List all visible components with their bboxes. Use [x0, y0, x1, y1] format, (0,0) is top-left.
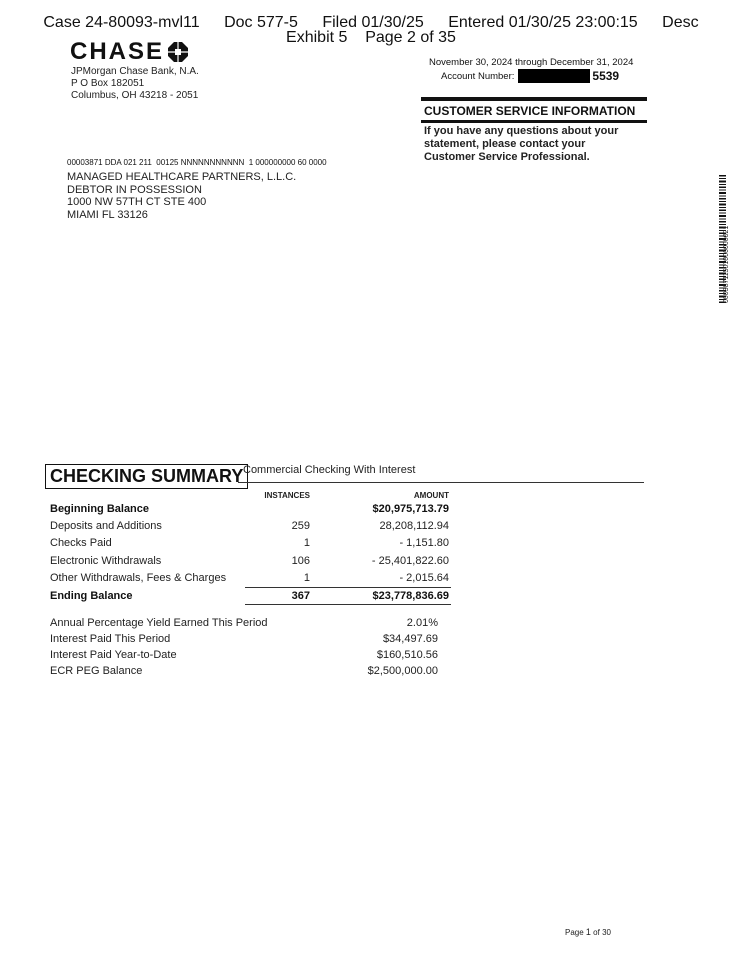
account-number-last-digits: 5539 — [592, 69, 620, 83]
statement-period: November 30, 2024 through December 31, 2024 — [429, 57, 634, 68]
customer-service-line: Customer Service Professional. — [424, 151, 590, 163]
account-number-row — [441, 69, 619, 83]
bank-name: JPMorgan Chase Bank, N.A. — [71, 66, 199, 77]
interest-row — [50, 633, 438, 649]
interest-row — [50, 617, 438, 633]
filed-date: Filed 01/30/25 — [322, 14, 424, 31]
bank-address — [71, 66, 199, 102]
interest-label: ECR PEG Balance — [50, 665, 143, 677]
summary-row — [50, 503, 451, 520]
row-label: Checks Paid — [50, 537, 112, 549]
interest-amount: 2.01% — [406, 617, 438, 629]
row-label: Beginning Balance — [50, 503, 150, 515]
row-amount: - 25,401,822.60 — [371, 555, 449, 567]
interest-row — [50, 665, 438, 681]
row-label: Other Withdrawals, Fees & Charges — [50, 572, 227, 584]
customer-service-line: statement, please contact your — [424, 138, 586, 150]
chase-octagon-icon — [168, 42, 188, 62]
interest-amount: $2,500,000.00 — [367, 665, 438, 677]
account-number-label: Account Number: — [441, 70, 515, 82]
court-header-line2: Exhibit 5 Page 2 of 35 — [286, 29, 456, 46]
page-total: of 30 — [593, 928, 611, 937]
interest-label: Interest Paid This Period — [50, 633, 171, 645]
row-amount: - 2,015.64 — [399, 572, 449, 584]
page-current: 1 — [585, 927, 591, 937]
total-rule — [245, 587, 451, 588]
chase-logo — [70, 38, 188, 65]
summary-divider — [238, 482, 644, 483]
summary-row — [50, 555, 451, 572]
total-underline — [245, 604, 451, 605]
checking-summary-title: CHECKING SUMMARY — [45, 464, 248, 489]
interest-amount: $34,497.69 — [382, 633, 438, 645]
row-instances: 106 — [291, 555, 310, 567]
row-instances: 1 — [303, 572, 310, 584]
entered-date: Entered 01/30/25 23:00:15 — [448, 14, 638, 31]
account-number-redaction — [518, 69, 590, 83]
address-line: 1000 NW 57TH CT STE 400 — [67, 196, 207, 208]
page-label: Page — [565, 928, 584, 937]
interest-amount: $160,510.56 — [376, 649, 438, 661]
page-number — [565, 927, 611, 937]
customer-service-text — [424, 125, 644, 164]
row-amount: 28,208,112.94 — [379, 520, 449, 532]
routing-line: 00003871 DDA 021 211 00125 NNNNNNNNNNN 1 000000000 60 0000 — [67, 158, 327, 167]
row-instances: 367 — [291, 590, 310, 602]
mailing-address — [67, 171, 296, 221]
account-type: Commercial Checking With Interest — [243, 464, 416, 476]
instances-header: INSTANCES — [264, 491, 310, 500]
address-line: MANAGED HEALTHCARE PARTNERS, L.L.C. — [67, 171, 297, 183]
bank-city: Columbus, OH 43218 - 2051 — [71, 90, 199, 101]
address-line: DEBTOR IN POSSESSION — [67, 183, 202, 196]
row-amount: - 1,151.80 — [399, 537, 449, 549]
row-label: Electronic Withdrawals — [50, 555, 162, 567]
chase-logo-text: CHASE — [70, 38, 165, 65]
row-amount: $23,778,836.69 — [372, 590, 449, 602]
case-number: Case 24-80093-mvl11 — [43, 14, 200, 31]
interest-label: Interest Paid Year-to-Date — [50, 649, 177, 661]
desc-label: Desc — [662, 14, 699, 31]
customer-service-line: If you have any questions about your — [424, 125, 619, 137]
customer-service-title: CUSTOMER SERVICE INFORMATION — [421, 97, 647, 123]
summary-row — [50, 537, 451, 554]
row-instances: 1 — [303, 537, 310, 549]
row-label: Deposits and Additions — [50, 520, 162, 532]
interest-label: Annual Percentage Yield Earned This Period — [50, 617, 268, 629]
address-line: MIAMI FL 33126 — [67, 208, 148, 221]
row-instances: 259 — [291, 520, 310, 532]
doc-number: Doc 577-5 — [224, 14, 298, 31]
summary-row — [50, 520, 451, 537]
amount-header: AMOUNT — [413, 491, 449, 500]
interest-row — [50, 649, 438, 665]
row-label: Ending Balance — [50, 590, 133, 602]
row-amount: $20,975,713.79 — [372, 503, 449, 515]
bank-po-box: P O Box 182051 — [71, 78, 145, 89]
barcode-number: 00038711501000000021 — [723, 225, 730, 303]
